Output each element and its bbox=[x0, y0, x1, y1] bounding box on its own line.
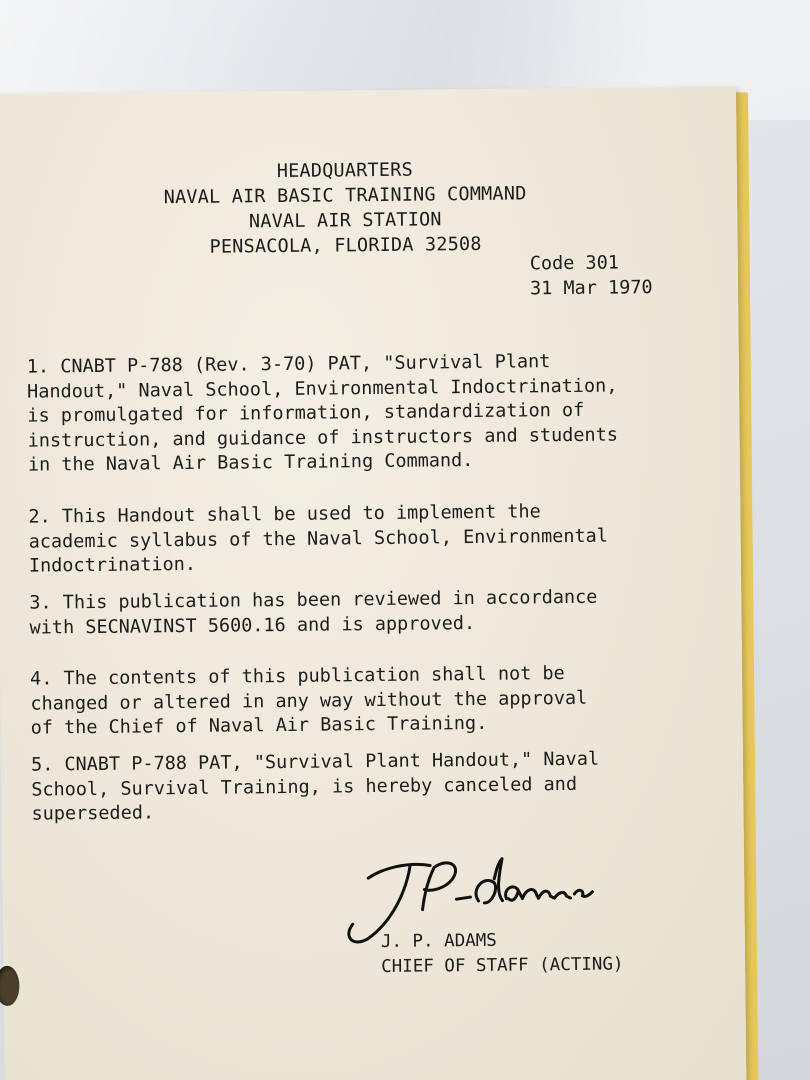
document-page bbox=[0, 86, 747, 1080]
letterhead-line-4: PENSACOLA, FLORIDA 32508 bbox=[209, 233, 482, 258]
punch-hole bbox=[0, 966, 20, 1006]
letterhead-line-1: HEADQUARTERS bbox=[276, 159, 413, 183]
signatory-title: CHIEF OF STAFF (ACTING) bbox=[381, 954, 624, 977]
letterhead-line-3: NAVAL AIR STATION bbox=[248, 209, 442, 233]
paragraph-2: 2. This Handout shall be used to implement the academic syllabus of the Naval School, Environmental Indoctrination. bbox=[28, 501, 608, 577]
paragraph-1: 1. CNABT P-788 (Rev. 3-70) PAT, "Survival Plant Handout," Naval School, Environmental Indoctrination, is promulgated for information, standardization of instruction, and guidance of instructors and students in the Naval Air Basic Training Command. bbox=[26, 351, 619, 476]
reference-code: Code 301 bbox=[529, 252, 620, 275]
paragraph-4: 4. The contents of this publication shall not be changed or altered in any way without the approval of the Chief of Naval Air Basic Training. bbox=[30, 663, 588, 739]
signatory-name: J. P. ADAMS bbox=[380, 930, 497, 952]
signature-block bbox=[381, 927, 624, 980]
reference-date: 31 Mar 1970 bbox=[529, 277, 653, 300]
letterhead bbox=[0, 155, 696, 262]
reference-block bbox=[530, 250, 653, 301]
paragraph-5: 5. CNABT P-788 PAT, "Survival Plant Handout," Naval School, Survival Training, is hereby canceled and superseded. bbox=[30, 748, 600, 825]
letterhead-line-2: NAVAL AIR BASIC TRAINING COMMAND bbox=[163, 183, 527, 209]
paragraph-3: 3. This publication has been reviewed in accordance with SECNAVINST 5600.16 and is approved. bbox=[29, 586, 598, 639]
